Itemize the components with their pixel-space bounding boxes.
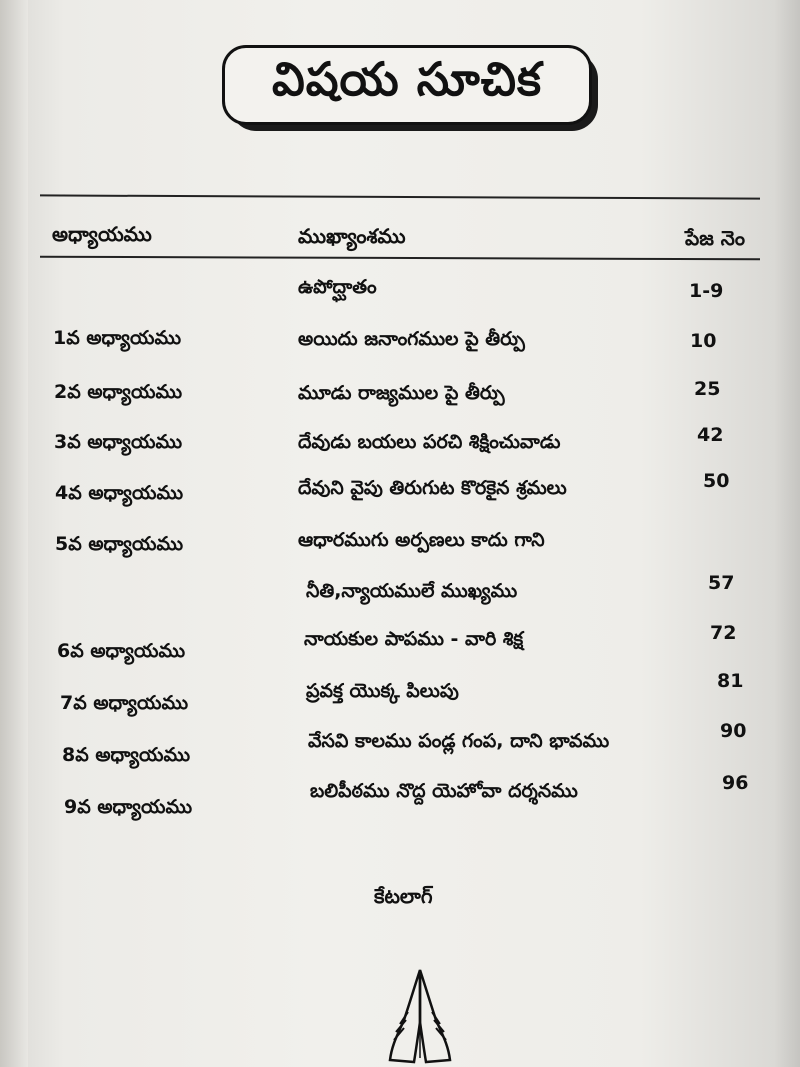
toc-topic-2: మూడు రాజ్యముల పై తీర్పు [298,382,505,404]
page-right-shade [774,0,800,1067]
toc-page-0: 1-9 [689,280,724,302]
toc-page-9: 90 [720,720,747,742]
toc-chapter-8: 7వ అధ్యాయము [60,692,189,714]
toc-page-7: 72 [710,622,737,644]
toc-chapter-9: 8వ అధ్యాయము [62,744,191,766]
toc-chapter-7: 6వ అధ్యాయము [57,640,186,662]
header-bottom-rule [40,256,760,261]
header-top-rule [40,194,760,199]
catalog-label: కేటలాగ్ [374,884,433,908]
toc-topic-7: నాయకుల పాపము - వారి శిక్ష [304,628,524,650]
header-page: పేజ నెం [685,226,745,250]
title-banner [222,45,607,140]
toc-chapter-4: 4వ అధ్యాయము [55,482,184,504]
toc-topic-8: ప్రవక్త యొక్క పిలుపు [306,680,459,702]
toc-topic-9: వేసవి కాలము పండ్ల గంప, దాని భావము [308,730,610,752]
toc-page-4: 50 [703,470,730,492]
toc-page-10: 96 [722,772,749,794]
toc-page-6: 57 [708,572,735,594]
header-topic: ముఖ్యాంశము [298,224,406,248]
toc-page-2: 25 [694,378,721,400]
toc-page-3: 42 [697,424,724,446]
toc-chapter-2: 2వ అధ్యాయము [54,381,183,403]
toc-topic-0: ఉపోద్ఘాతం [298,276,377,298]
page-title: విషయ సూచిక [222,45,592,125]
toc-topic-3: దేవుడు బయలు పరచి శిక్షించువాడు [298,431,561,453]
page-left-edge [0,0,28,1067]
toc-chapter-1: 1వ అధ్యాయము [53,327,182,349]
toc-topic-1: అయిదు జనాంగముల పై తీర్పు [298,328,525,350]
toc-chapter-10: 9వ అధ్యాయము [64,796,193,818]
toc-topic-4: దేవుని వైపు తిరుగుట కొరకైన శ్రమలు [298,477,567,499]
toc-topic-10: బలిపీఠము నొద్ద యెహోవా దర్శనము [310,780,578,802]
toc-page-8: 81 [717,670,744,692]
toc-page-1: 10 [690,330,717,352]
toc-chapter-5: 5వ అధ్యాయము [55,533,184,555]
header-chapter: అధ్యాయము [52,222,152,246]
toc-topic-6: నీతి,న్యాయములే ముఖ్యము [306,580,518,602]
praying-hands-icon [380,962,460,1067]
toc-chapter-3: 3వ అధ్యాయము [54,431,183,453]
toc-topic-5: ఆధారముగు అర్పణలు కాదు గాని [298,529,545,551]
